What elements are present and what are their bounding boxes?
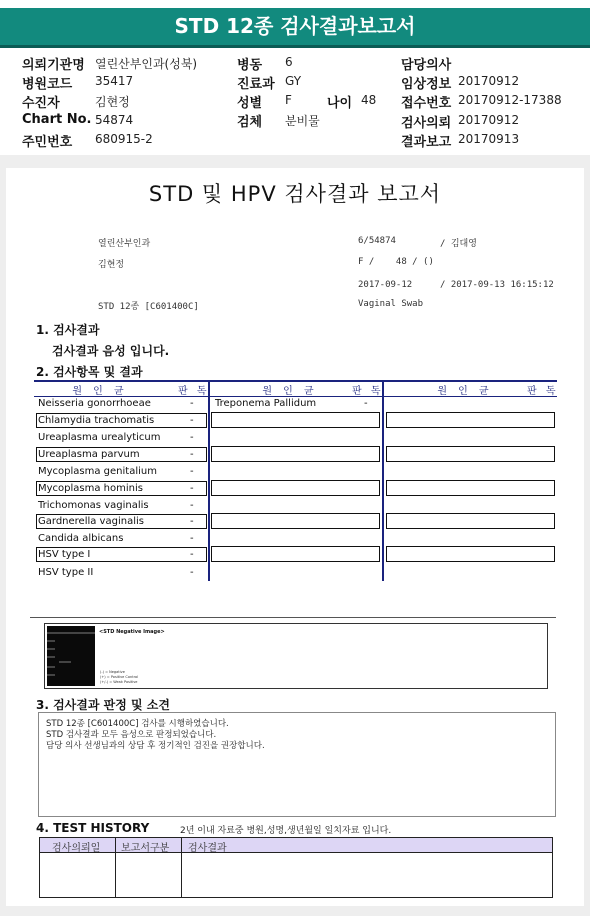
empty-result-box: [211, 480, 380, 496]
info-test-code: STD 12종 [C601400C]: [98, 302, 199, 312]
document-title: STD 및 HPV 검사결과 보고서: [148, 182, 442, 206]
organism-name: Ureaplasma urealyticum: [38, 432, 161, 443]
value-report-date: 20170913: [458, 132, 520, 146]
col1-organism-header: 원 인 균: [72, 386, 128, 397]
history-table: [39, 837, 553, 898]
value-chart-no: 54874: [95, 113, 134, 127]
organism-name: Neisseria gonorrhoeae: [38, 398, 151, 409]
label-ward: 병동: [237, 58, 263, 73]
organism-result: -: [190, 466, 194, 477]
info-specimen: Vaginal Swab: [358, 299, 424, 309]
value-patient: 김현정: [95, 95, 130, 109]
empty-result-box: [386, 412, 555, 428]
info-date-reported: / 2017-09-13 16:15:12: [440, 280, 554, 290]
info-patient: 김현정: [98, 260, 125, 270]
organism-name: Gardnerella vaginalis: [38, 516, 144, 527]
value-hospital: 열린산부인과(성북): [95, 57, 198, 71]
report-title: STD 12종 검사결과보고서: [174, 14, 416, 38]
organism-result: -: [190, 567, 194, 578]
opinion-line: 담당 의사 선생님과의 상담 후 정기적인 검진을 권장합니다.: [46, 741, 265, 751]
gel-band: [47, 666, 55, 668]
gel-electrophoresis-image: [47, 626, 95, 686]
section3-title: 3. 검사결과 판정 및 소견: [36, 698, 170, 712]
organism-result: -: [190, 415, 194, 426]
label-specimen: 검체: [237, 115, 263, 130]
organism-name: HSV type I: [38, 549, 91, 560]
image-note: (+/-) = Weak Positive: [100, 680, 138, 684]
image-note: (+) = Positive Control: [100, 675, 139, 679]
history-col-divider: [115, 838, 116, 897]
section1-result: 검사결과 음성 입니다.: [52, 344, 170, 358]
label-doctor: 담당의사: [401, 58, 452, 73]
organism-result: -: [190, 500, 194, 511]
col3-verdict-header: 판 독: [527, 386, 559, 397]
organism-result: -: [190, 549, 194, 560]
gel-band: [47, 648, 55, 650]
value-resident-no: 680915-2: [95, 132, 153, 146]
value-age: 48: [361, 93, 377, 107]
section1-title: 1. 검사결과: [36, 323, 100, 337]
label-receipt-no: 접수번호: [401, 96, 452, 111]
info-doctor: / 김대영: [440, 239, 477, 249]
organism-name: Treponema Pallidum: [215, 398, 317, 409]
label-hospital-code: 병원코드: [22, 77, 73, 92]
results-column-divider-2: [382, 380, 384, 581]
label-report-date: 결과보고: [401, 135, 452, 150]
organism-result: -: [190, 449, 194, 460]
history-col-divider: [181, 838, 182, 897]
history-table-header: [40, 838, 552, 853]
label-department: 진료과: [237, 77, 275, 92]
label-clinical-info: 임상정보: [401, 77, 452, 92]
organism-name: Chlamydia trachomatis: [38, 415, 155, 426]
organism-result: -: [190, 483, 194, 494]
report-banner: [0, 8, 590, 48]
label-age: 나이: [327, 96, 353, 111]
section4-note: 2년 이내 자료중 병원,성명,생년월일 일치자료 입니다.: [180, 826, 392, 836]
opinion-line: STD 검사결과 모두 음성으로 판정되었습니다.: [46, 730, 217, 740]
label-resident-no: 주민번호: [22, 135, 73, 150]
organism-result: -: [190, 398, 194, 409]
image-note: (-) = Negative: [100, 670, 125, 674]
label-chart-no: Chart No.: [22, 112, 92, 127]
history-header-report-type: 보고서구분: [121, 843, 170, 854]
label-sex: 성별: [237, 96, 263, 111]
col2-verdict-header: 판 독: [352, 386, 384, 397]
value-hospital-code: 35417: [95, 74, 134, 88]
empty-result-box: [386, 513, 555, 529]
value-sex: F: [285, 93, 292, 107]
value-specimen: 분비물: [285, 114, 320, 128]
organism-name: Trichomonas vaginalis: [38, 500, 149, 511]
label-hospital: 의뢰기관명: [22, 58, 85, 73]
col3-organism-header: 원 인 균: [437, 386, 493, 397]
col2-organism-header: 원 인 균: [262, 386, 318, 397]
section2-title: 2. 검사항목 및 결과: [36, 365, 143, 379]
organism-name: Mycoplasma hominis: [38, 483, 143, 494]
organism-name: Ureaplasma parvum: [38, 449, 140, 460]
value-ward: 6: [285, 55, 293, 69]
empty-result-box: [211, 513, 380, 529]
empty-result-box: [386, 480, 555, 496]
image-caption: <STD Negative Image>: [99, 629, 165, 635]
gel-band: [47, 656, 55, 658]
history-header-result: 검사결과: [188, 843, 227, 854]
info-sex-age: F / 48 / (): [358, 257, 434, 267]
info-hospital: 열린산부인과: [98, 239, 151, 249]
value-receipt-no: 20170912-17388: [458, 93, 562, 107]
empty-result-box: [386, 446, 555, 462]
gel-band: [59, 661, 71, 663]
organism-name: Mycoplasma genitalium: [38, 466, 157, 477]
organism-name: Candida albicans: [38, 533, 124, 544]
value-department: GY: [285, 74, 302, 88]
empty-result-box: [211, 412, 380, 428]
empty-result-box: [211, 446, 380, 462]
history-header-request-date: 검사의뢰일: [52, 843, 101, 854]
label-request-date: 검사의뢰: [401, 116, 452, 131]
empty-result-box: [386, 546, 555, 562]
opinion-line: STD 12종 [C601400C] 검사를 시행하였습니다.: [46, 719, 229, 729]
section-divider: [30, 617, 556, 618]
organism-name: HSV type II: [38, 567, 94, 578]
gel-band: [47, 674, 55, 676]
info-chart-line: 6/54874: [358, 236, 396, 246]
organism-result: -: [190, 516, 194, 527]
gel-band: [47, 640, 55, 642]
empty-result-box: [211, 546, 380, 562]
results-column-divider-1: [208, 380, 210, 581]
label-patient: 수진자: [22, 96, 60, 111]
organism-result: -: [190, 533, 194, 544]
value-request-date: 20170912: [458, 113, 520, 127]
col1-verdict-header: 판 독: [178, 386, 210, 397]
section4-title: 4. TEST HISTORY: [36, 821, 150, 835]
organism-result: -: [190, 432, 194, 443]
organism-result: -: [364, 398, 368, 409]
gel-band: [47, 632, 95, 634]
info-date-received: 2017-09-12: [358, 280, 413, 290]
value-clinical-info: 20170912: [458, 74, 520, 88]
